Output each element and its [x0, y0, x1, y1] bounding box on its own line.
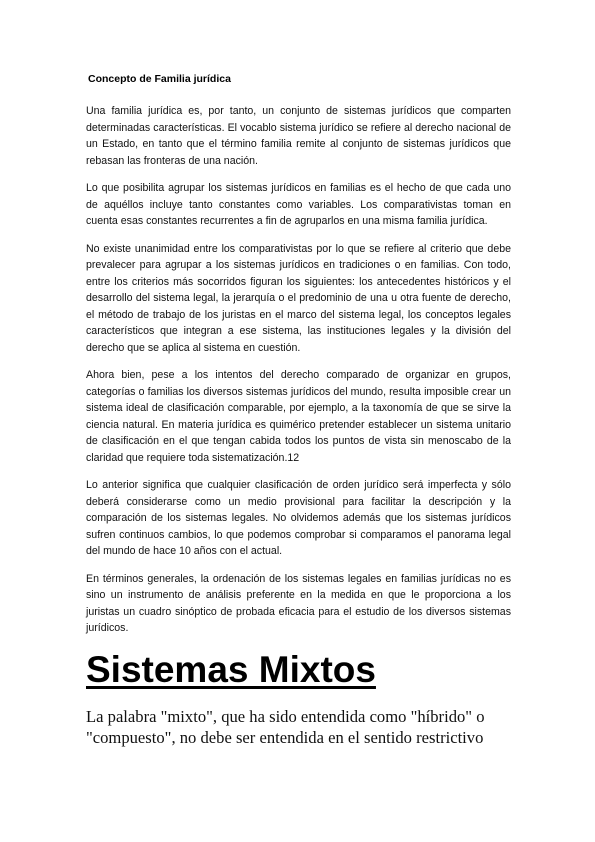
- paragraph-4: Ahora bien, pese a los intentos del derecho comparado de organizar en grupos, categorías o familias los diversos sistemas jurídicos del mundo, resulta imposible crear un sistema ideal de clasificación comparable, por ejemplo, a la taxonomía de que se sirve la ciencia natural. En materia jurídica es quimérico pretender establecer un sistema unitario de clasificación en el que tengan cabida todos los puntos de vista sin menoscabo de la claridad que requiere toda sistematización.12: [86, 369, 511, 464]
- section-paragraph: La palabra "mixto", que ha sido entendida como "híbrido" o "compuesto", no debe ser entendida en el sentido restrictivo: [86, 706, 485, 747]
- paragraph-5: Lo anterior significa que cualquier clasificación de orden jurídico será imperfecta y sólo deberá considerarse como un medio provisional para facilitar la descripción y la comparación de los sistemas legales. No olvidemos además que los sistemas jurídicos sufren continuos cambios, lo que podemos comprobar si comparamos el panorama legal del mundo de hace 10 años con el actual.: [86, 479, 511, 557]
- paragraph-1: Una familia jurídica es, por tanto, un conjunto de sistemas jurídicos que comparten determinadas características. El vocablo sistema jurídico se refiere al derecho nacional de un Estado, en tanto que el término familia remite al conjunto de sistemas jurídicos que rebasan las fronteras de una nación.: [86, 105, 511, 167]
- document-body: [86, 72, 511, 748]
- paragraph-3: No existe unanimidad entre los comparativistas por lo que se refiere al criterio que debe prevalecer para agrupar a los sistemas jurídicos en tradiciones o en familias. Con todo, entre los criterios más socorridos figuran los siguientes: los antecedentes históricos y el desarrollo del sistema legal, la jerarquía o el predominio de una u otra fuente de derecho, el método de trabajo de los juristas en el marco del sistema legal, los conceptos legales característicos que integran a ese sistema, las instituciones legales y la división del derecho que se aplica al sistema en cuestión.: [86, 242, 511, 354]
- paragraph-2: Lo que posibilita agrupar los sistemas jurídicos en familias es el hecho de que cada uno de aquéllos incluye tanto constantes como variables. Los comparativistas toman en cuenta esas constantes recurrentes a fin de agruparlos en una misma familia jurídica.: [86, 182, 511, 227]
- section-subheading: Concepto de Familia jurídica: [88, 73, 231, 85]
- section-heading: Sistemas Mixtos: [86, 648, 376, 690]
- paragraph-6: En términos generales, la ordenación de los sistemas legales en familias jurídicas no es sino un instrumento de análisis preferente en la medida en que le proporciona a los juristas un cuadro sinóptico de probada eficacia para el estudio de los diversos sistemas jurídicos.: [86, 572, 511, 634]
